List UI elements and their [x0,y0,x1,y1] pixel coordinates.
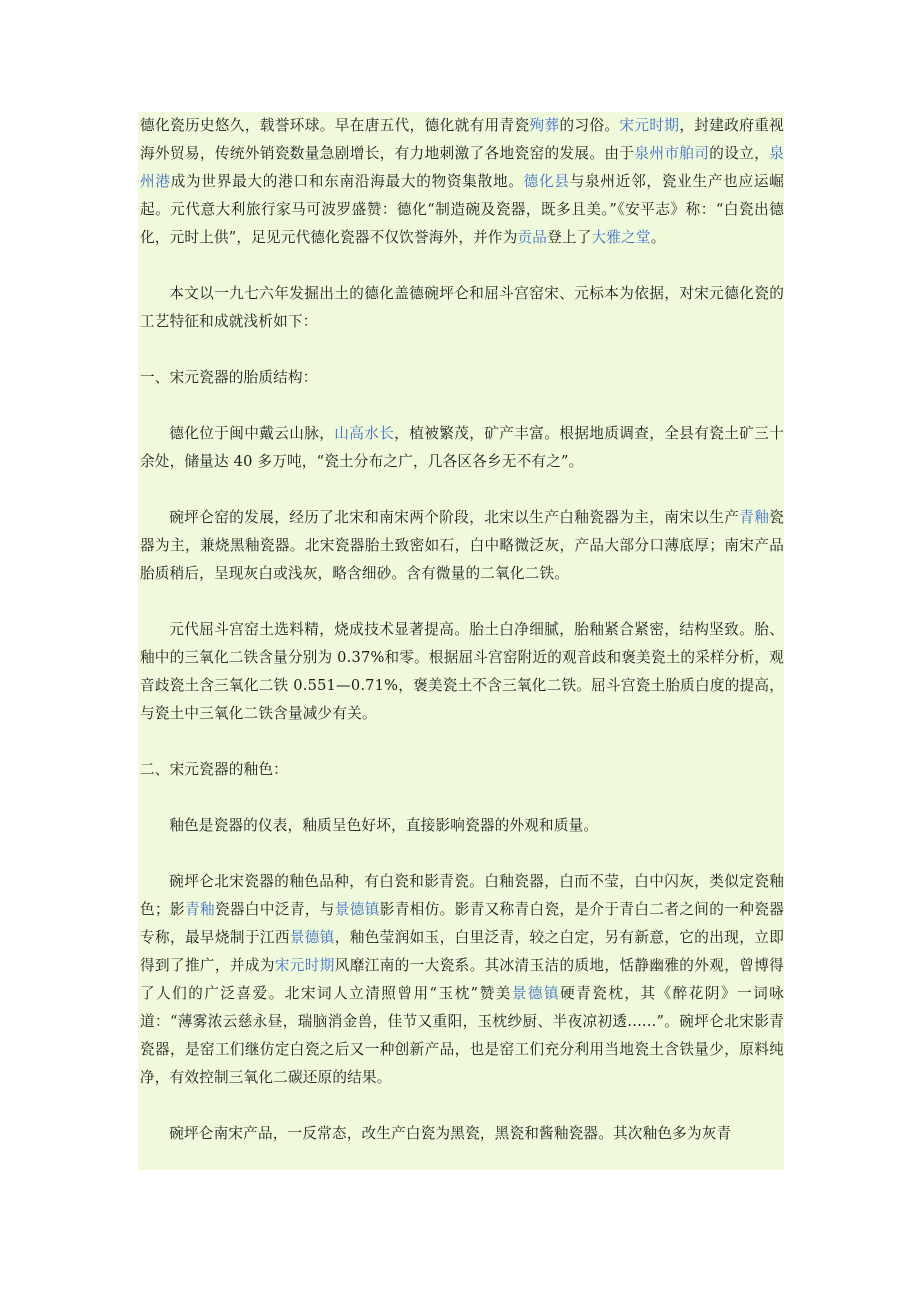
paragraph-gap [140,252,784,280]
text-run: 的习俗。 [559,117,620,134]
text-run: 成为世界最大的港口和东南沿海最大的物资集散地。 [170,173,524,190]
text-run: 德化瓷历史悠久，载誉环球。早在唐五代，德化就有用青瓷 [140,117,530,134]
text-run: 硬青瓷枕，其《醉花阴》一词咏道：“薄雾浓云慈永昼，瑞脑消金兽，佳节又重阳，玉枕纱厨、半夜凉初透......”。碗坪仑北宋影青瓷器，是窑工们继仿定白瓷之后又一种创新产品，也是窑工们充分利用当地瓷土含铁量少，原料纯净，有效控制三氧化二碳还原的结果。 [140,985,784,1086]
paragraph [140,616,784,728]
inline-link[interactable]: 大雅之堂 [591,229,651,246]
paragraph-gap [140,1092,784,1120]
text-run: 。 [650,229,666,246]
inline-link[interactable]: 泉州港 [140,145,784,190]
paragraph-gap [140,728,784,756]
paragraph [140,812,784,840]
text-run: 元代屈斗宫窑土选料精，烧成技术显著提高。胎土白净细腻，胎釉紧合紧密，结构坚致。胎、釉中的三氧化二铁含量分别为 0.37%和零。根据屈斗宫窑附近的观音歧和褒美瓷土的采样分析，观音歧瓷土含三氧化二铁 0.551—0.71%，褒美瓷土不含三氧化二铁。屈斗宫瓷土胎质白度的提高，与瓷土中三氧化二铁含量减少有关。 [140,621,784,722]
text-run: 本文以一九七六年发掘出土的德化盖德碗坪仑和屈斗宫窑宋、元标本为依据，对宋元德化瓷的工艺特征和成就浅析如下： [140,285,784,330]
paragraph-gap [140,392,784,420]
text-run: 影青相仿。影青又称青白瓷，是介于青白二者之间的一种瓷器专称，最早烧制于江西 [140,901,784,946]
paragraph [140,420,784,476]
text-run: 与泉州近邻，瓷业生产也应运崛起。元代意大利旅行家马可波罗盛赞：德化“制造碗及瓷器，既多且美。”《安平志》称：“白瓷出德化，元时上供”，足见元代德化瓷器不仅饮誉海外，并作为 [140,173,784,246]
inline-link[interactable]: 景德镇 [334,901,380,918]
inline-link[interactable]: 宋元时期 [274,957,335,974]
inline-link[interactable]: 宋元时期 [619,117,680,134]
inline-link[interactable]: 青釉 [184,901,215,918]
text-run: 登上了 [547,229,592,246]
inline-link[interactable]: 殉葬 [529,117,560,134]
paragraph-gap [140,476,784,504]
text-run: ，釉色莹润如玉，白里泛青，较之白定，另有新意，它的出现，立即得到了推广，并成为 [140,929,784,974]
text-run: 碗坪仑北宋瓷器的釉色品种，有白瓷和影青瓷。白釉瓷器，白而不莹，白中闪灰，类似定瓷釉色；影 [140,873,784,918]
text-run: 瓷器白中泛青，与 [214,901,335,918]
inline-link[interactable]: 德化县 [523,173,570,190]
paragraph [140,112,784,252]
paragraph-gap [140,840,784,868]
section-heading [140,364,784,392]
text-run: 风靡江南的一大瓷系。其冰清玉洁的质地，恬静幽雅的外观，曾博得了人们的广泛喜爱。北宋词人立清照曾用“玉枕”赞美 [140,957,784,1002]
inline-link[interactable]: 山高水长 [334,425,395,442]
inline-link[interactable]: 青釉 [739,509,770,526]
section-heading [140,756,784,784]
paragraph-gap [140,336,784,364]
text-run: ，封建政府重视海外贸易，传统外销瓷数量急剧增长，有力地刺激了各地瓷窑的发展。由于 [140,117,784,162]
paragraph [140,1120,784,1148]
paragraph [140,504,784,588]
inline-link[interactable]: 泉州市舶司 [634,145,710,162]
text-run: 碗坪仑窑的发展，经历了北宋和南宋两个阶段，北宋以生产白釉瓷器为主，南宋以生产 [169,509,740,526]
text-run: ，植被繁茂，矿产丰富。根据地质调查，全县有瓷土矿三十余处，储量达 40 多万吨，“瓷土分布之广，几各区各乡无不有之”。 [140,425,784,470]
text-run: 德化位于闽中戴云山脉， [169,425,335,442]
text-run: 二、宋元瓷器的釉色： [140,761,288,778]
paragraph [140,280,784,336]
paragraph [140,868,784,1092]
inline-link[interactable]: 贡品 [517,229,548,246]
text-run: 一、宋元瓷器的胎质结构： [140,369,318,386]
text-run: 釉色是瓷器的仪表，釉质呈色好坏，直接影响瓷器的外观和质量。 [169,817,599,834]
text-run: 碗坪仑南宋产品，一反常态，改生产白瓷为黑瓷，黑瓷和酱釉瓷器。其次釉色多为灰青 [169,1125,732,1142]
text-run: 瓷器为主，兼烧黑釉瓷器。北宋瓷器胎土致密如石，白中略微泛灰，产品大部分口薄底厚；南宋产品胎质稍后，呈现灰白或浅灰，略含细砂。含有微量的二氧化二铁。 [140,509,784,582]
document-body [138,112,784,1170]
paragraph-gap [140,784,784,812]
paragraph-gap [140,588,784,616]
inline-link[interactable]: 景德镇 [511,985,561,1002]
inline-link[interactable]: 景德镇 [289,929,335,946]
text-run: 的设立， [709,145,770,162]
